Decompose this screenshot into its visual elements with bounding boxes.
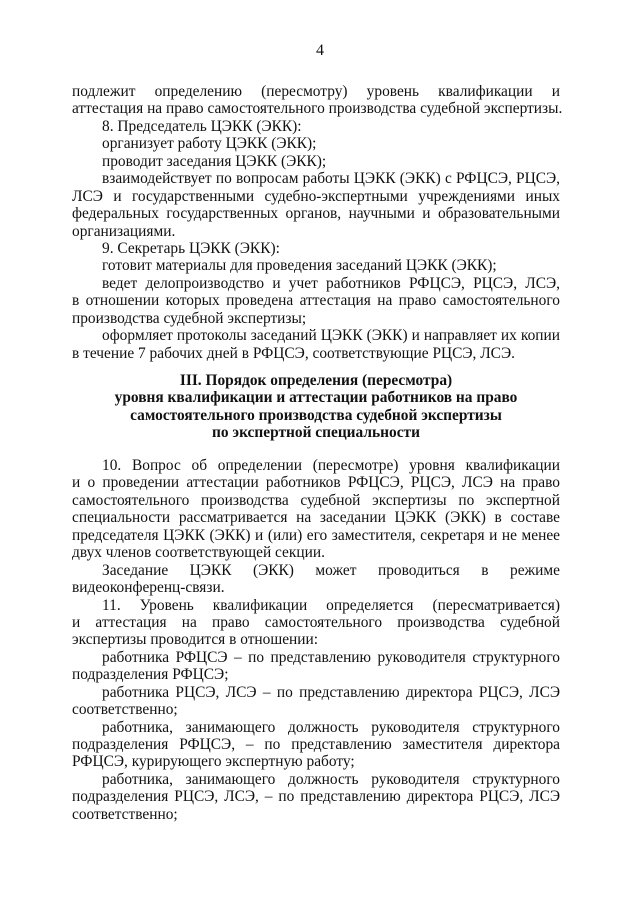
body-text-upper bbox=[72, 83, 563, 362]
text-line: 9. Секретарь ЦЭКК (ЭКК): bbox=[102, 239, 280, 257]
text-line: федеральных государственных органов, научными и образовательными bbox=[72, 205, 560, 223]
section-heading bbox=[72, 372, 560, 442]
text-line: 10. Вопрос об определении (пересмотре) уровня квалификации bbox=[102, 457, 560, 474]
text-line: соответственно; bbox=[72, 701, 178, 719]
text-line: председателя ЦЭКК (ЭКК) и (или) его заместителя, секретаря и не менее bbox=[72, 526, 560, 544]
text-line: и о проведении аттестации работников РФЦСЭ, РЦСЭ, ЛСЭ на право bbox=[72, 474, 560, 492]
heading-line: по экспертной специальности bbox=[212, 424, 420, 442]
text-line: работника, занимающего должность руководителя структурного bbox=[102, 770, 560, 788]
text-line: в течение 7 рабочих дней в РФЦСЭ, соответствующие РЦСЭ, ЛСЭ. bbox=[72, 344, 515, 362]
text-line: ведет делопроизводство и учет работников РФЦСЭ, РЦСЭ, ЛСЭ, bbox=[102, 274, 560, 292]
text-line: работника РЦСЭ, ЛСЭ – по представлению директора РЦСЭ, ЛСЭ bbox=[102, 683, 560, 701]
text-line: организует работу ЦЭКК (ЭКК); bbox=[102, 135, 317, 153]
heading-line: уровня квалификации и аттестации работников на право bbox=[114, 389, 518, 407]
text-line: 8. Председатель ЦЭКК (ЭКК): bbox=[102, 117, 302, 135]
text-line: подразделения РФЦСЭ; bbox=[72, 666, 229, 684]
text-line: в отношении которых проведена аттестация на право самостоятельного bbox=[72, 292, 560, 310]
heading-line: III. Порядок определения (пересмотра) bbox=[179, 372, 453, 389]
text-line: ЛСЭ и государственными судебно-экспертными учреждениями иных bbox=[72, 187, 560, 205]
text-line: подразделения РЦСЭ, ЛСЭ, – по представлению директора РЦСЭ, ЛСЭ bbox=[72, 788, 560, 806]
text-line: работника, занимающего должность руководителя структурного bbox=[102, 718, 560, 736]
text-line: соответственно; bbox=[72, 805, 178, 823]
text-line: специальности рассматривается на заседании ЦЭКК (ЭКК) в составе bbox=[72, 509, 560, 527]
text-line: и аттестация на право самостоятельного производства судебной bbox=[72, 613, 560, 631]
text-line: подлежит определению (пересмотру) уровень квалификации и bbox=[72, 83, 560, 100]
page-number: 4 bbox=[316, 42, 324, 59]
text-line: производства судебной экспертизы; bbox=[72, 309, 307, 327]
heading-line: самостоятельного производства судебной экспертизы bbox=[130, 406, 502, 424]
text-line: подразделения РФЦСЭ, – по представлению заместителя директора bbox=[72, 736, 560, 753]
text-line: экспертизы проводится в отношении: bbox=[72, 631, 319, 649]
text-line: РФЦСЭ, курирующего экспертную работу; bbox=[72, 753, 355, 771]
text-line: Заседание ЦЭКК (ЭКК) может проводиться в режиме bbox=[102, 561, 560, 579]
text-line: организациями. bbox=[72, 222, 176, 240]
text-line: работника РФЦСЭ – по представлению руководителя структурного bbox=[102, 648, 560, 666]
text-line: самостоятельного производства судебной экспертизы по экспертной bbox=[72, 491, 560, 509]
text-line: аттестация на право самостоятельного производства судебной экспертизы. bbox=[72, 100, 563, 118]
text-line: видеоконференц-связи. bbox=[72, 579, 225, 597]
text-line: проводит заседания ЦЭКК (ЭКК); bbox=[102, 152, 327, 170]
text-line: готовит материалы для проведения заседаний ЦЭКК (ЭКК); bbox=[102, 257, 497, 275]
text-line: двух членов соответствующей секции. bbox=[72, 544, 325, 562]
text-line: взаимодействует по вопросам работы ЦЭКК (ЭКК) с РФЦСЭ, РЦСЭ, bbox=[102, 170, 560, 188]
text-line: оформляет протоколы заседаний ЦЭКК (ЭКК) и направляет их копии bbox=[102, 327, 560, 345]
text-line: 11. Уровень квалификации определяется (пересматривается) bbox=[102, 596, 560, 614]
body-text-lower bbox=[72, 457, 560, 823]
